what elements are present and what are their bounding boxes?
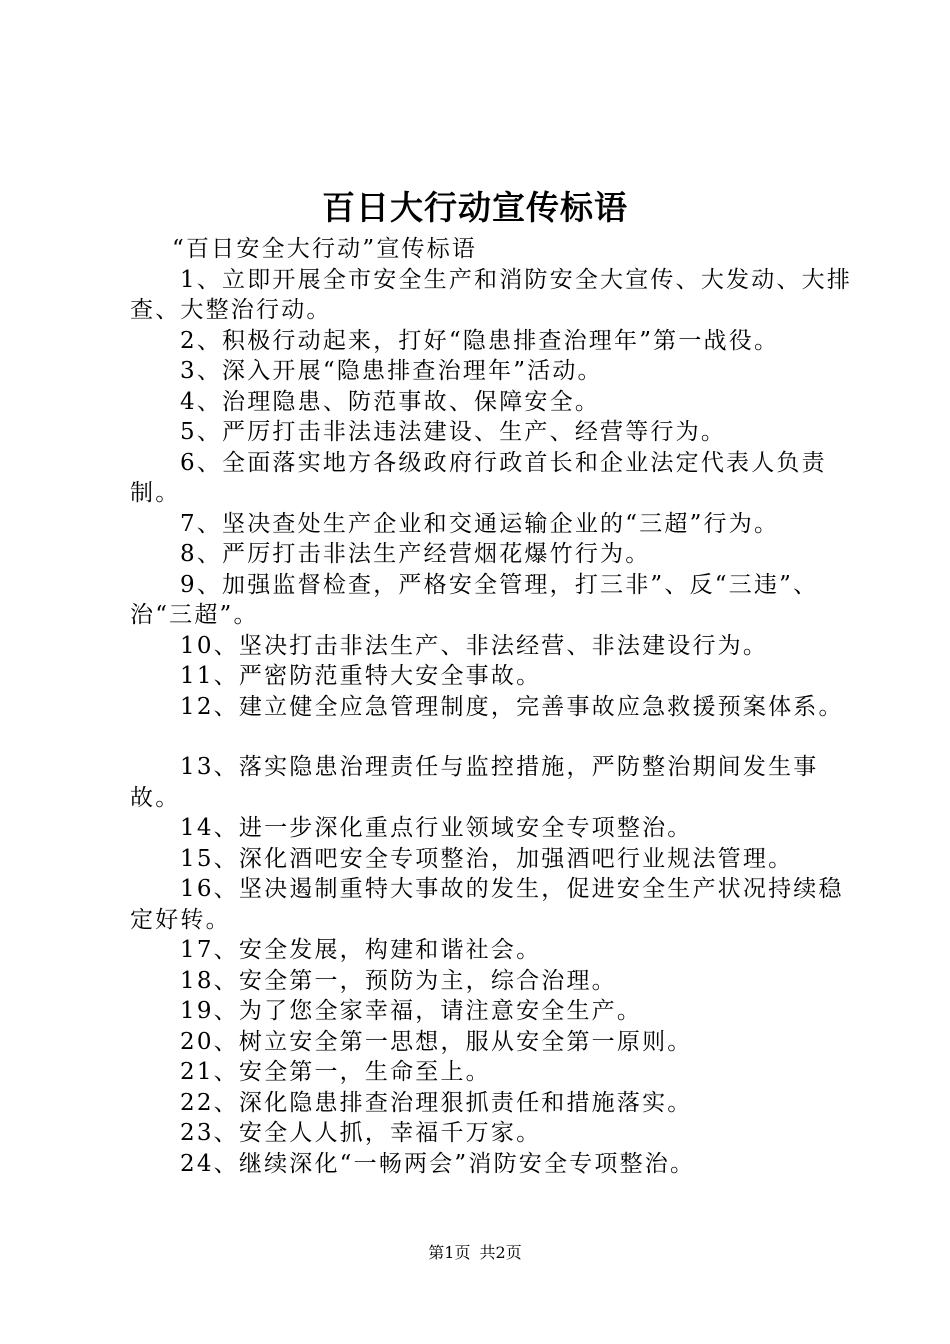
slogan-item: 11、严密防范重特大安全事故。 [180, 663, 542, 689]
page-number: 第1页 [428, 1243, 471, 1262]
slogan-item: 14、进一步深化重点行业领域安全专项整治。 [180, 815, 693, 841]
slogan-item: 2、积极行动起来，打好“隐患排查治理年”第一战役。 [180, 327, 780, 354]
slogan-item: 8、严厉打击非法生产经营烟花爆竹行为。 [180, 541, 651, 567]
slogan-item: 7、坚决查处生产企业和交通运输企业的“三超”行为。 [180, 510, 780, 537]
slogan-item: 16、坚决遏制重特大事故的发生，促进安全生产状况持续稳定好转。 [130, 876, 844, 933]
slogan-item: 4、治理隐患、防范事故、保障安全。 [180, 388, 601, 415]
slogan-item: 23、安全人人抓，幸福千万家。 [180, 1120, 542, 1146]
document-title: 百日大行动宣传标语 [322, 188, 628, 227]
slogan-item: 5、严厉打击非法违法建设、生产、经营等行为。 [180, 419, 727, 445]
slogan-item: 19、为了您全家幸福，请注意安全生产。 [180, 998, 643, 1024]
slogan-item: 15、深化酒吧安全专项整治，加强酒吧行业规法管理。 [180, 845, 794, 872]
slogan-item: 6、全面落实地方各级政府行政首长和企业法定代表人负责制。 [130, 449, 827, 506]
slogan-item: 12、建立健全应急管理制度，完善事故应急救援预案体系。 [180, 693, 844, 720]
paragraph-spacer [130, 722, 860, 752]
slogan-item: 24、继续深化“一畅两会”消防安全专项整治。 [180, 1150, 696, 1177]
slogan-item: 22、深化隐患排查治理狠抓责任和措施落实。 [180, 1089, 693, 1116]
slogan-item: 9、加强监督检查，严格安全管理，打三非”、反“三违”、治“三超”。 [130, 571, 819, 628]
page-total: 共2页 [479, 1243, 522, 1262]
slogan-item: 20、树立安全第一思想，服从安全第一原则。 [180, 1028, 693, 1055]
slogan-item: 3、深入开展“隐患排查治理年”活动。 [180, 358, 603, 384]
slogan-item: 21、安全第一，生命至上。 [180, 1059, 491, 1085]
document-subtitle: “百日安全大行动”宣传标语 [172, 236, 478, 262]
slogan-item: 10、坚决打击非法生产、非法经营、非法建设行为。 [180, 632, 769, 659]
slogan-item: 13、落实隐患治理责任与监控措施，严防整治期间发生事故。 [130, 754, 819, 811]
slogan-item: 1、立即开展全市安全生产和消防安全大宣传、大发动、大排查、大整治行动。 [130, 266, 853, 323]
page-footer [0, 1242, 950, 1264]
slogan-item: 17、安全发展，构建和谐社会。 [180, 937, 542, 963]
slogan-item: 18、安全第一，预防为主，综合治理。 [180, 967, 617, 994]
document-body [130, 234, 860, 1179]
